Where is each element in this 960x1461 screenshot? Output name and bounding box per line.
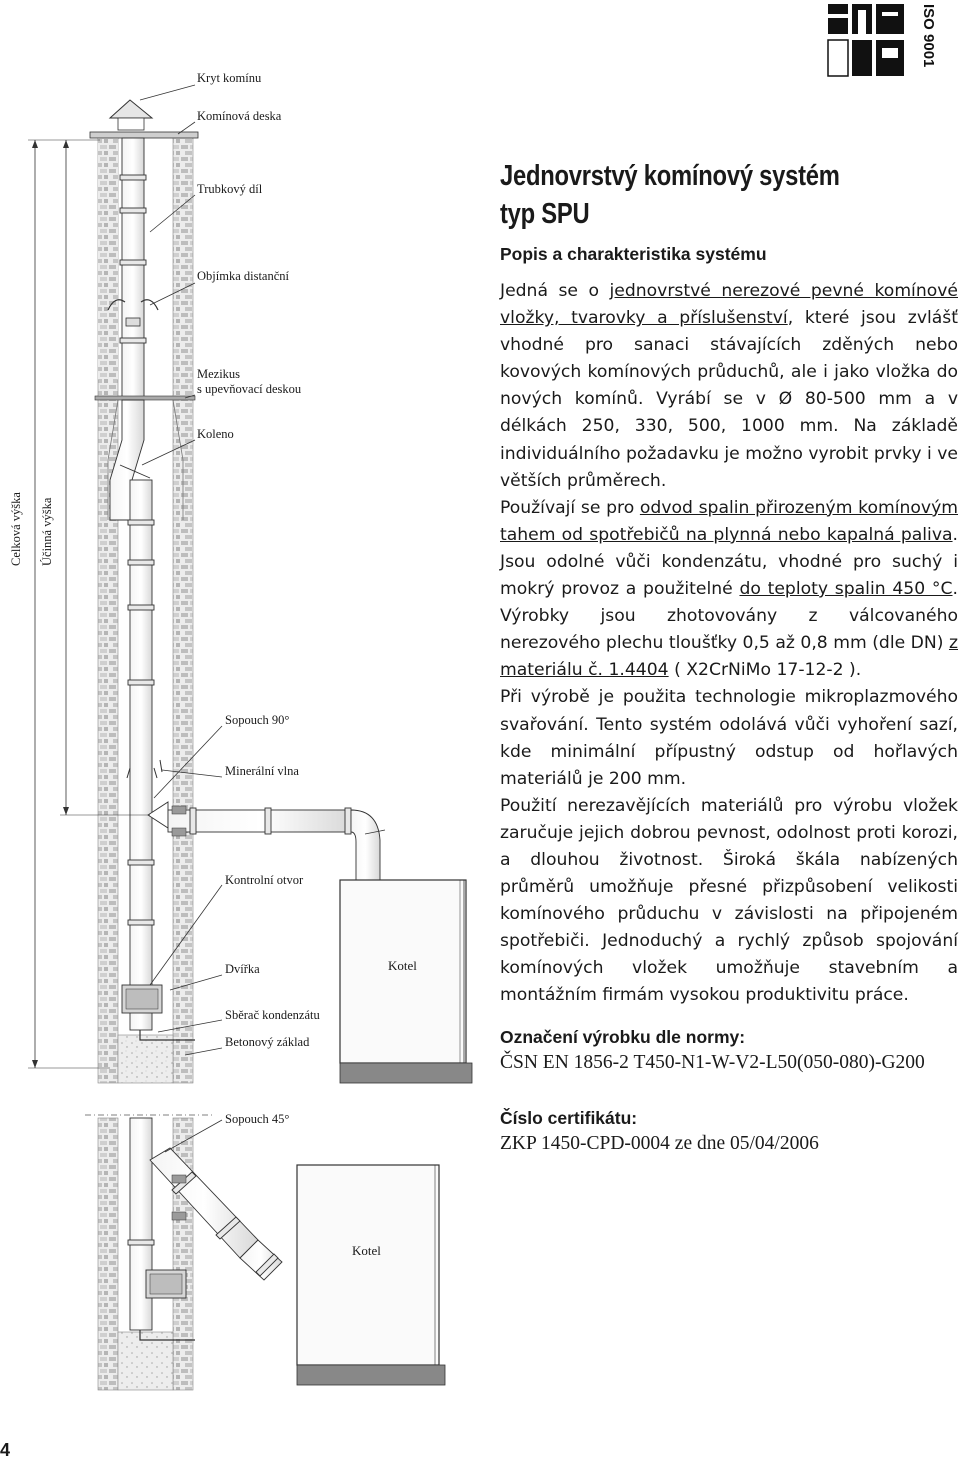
label-trubkovy-dil: Trubkový díl: [197, 182, 263, 196]
page-number: 4: [0, 1440, 11, 1460]
page-subtitle: typ SPU: [500, 198, 590, 230]
paragraph-1: Jedná se o jednovrstvé nerezové pevné komínové vložky, tvarovky a příslušenství, které jsou zvlášť vhodné pro sanaci stávajících zděných nebo kovových komínových průduchů, ale i jako vložka do nových komínů. Vyrábí se v Ø 80-500 mm a v délkách 250, 330, 500, 1000 mm. Na základě individuálního požadavku je možno vyrobit prvky i ve větších průměrech.: [500, 281, 958, 491]
paragraph-2: Používají se pro odvod spalin přirozeným komínovým tahem od spotřebičů na plynná nebo kapalná paliva. Jsou odolné vůči kondenzátu, vhodné pro suchý i mokrý provoz a použitelné do teploty spalin 450 °C. Výrobky jsou zhotovovány z válcovaného nerezového plechu tloušťky 0,5 až 0,8 mm (dle DN) z materiálu č. 1.4404 ( X2CrNiMo 17-12-2 ).: [500, 497, 959, 681]
iso-logo-text: ISO 9001: [920, 4, 937, 68]
label-mezikus: Mezikus: [197, 367, 241, 381]
cert-heading: Číslo certifikátu:: [500, 1108, 638, 1128]
label-sopouch-45: Sopouch 45°: [225, 1112, 290, 1126]
label-kotel-bottom: Kotel: [352, 1243, 381, 1258]
page-title: Jednovrstvý komínový systém: [500, 160, 840, 192]
chimney-diagram-top: [0, 60, 480, 1090]
label-sberac-kondenzatu: Sběrač kondenzátu: [225, 1008, 320, 1022]
label-celkova-vyska: Celková výška: [9, 492, 23, 566]
label-ucinna-vyska: Účinná výška: [40, 497, 54, 566]
label-objimka-distancni: Objímka distanční: [197, 269, 289, 283]
description-text: [500, 278, 958, 1010]
label-betonovy-zaklad: Betonový základ: [225, 1035, 310, 1049]
label-mineralni-vlna: Minerální vlna: [225, 764, 299, 778]
section-heading: Popis a charakteristika systému: [500, 244, 767, 264]
label-kotel-top: Kotel: [388, 958, 417, 973]
norm-heading: Označení výrobku dle normy:: [500, 1027, 746, 1047]
paragraph-3: Při výrobě je použita technologie mikroplazmového svařování. Tento systém odolává vůči vyhoření sazí, kde minimální přípustný odstup od hořlavých materiálů je 200 mm.: [500, 687, 958, 789]
chimney-diagram-bottom: [0, 1100, 480, 1400]
label-mezikus-deska: s upevňovací deskou: [197, 382, 302, 396]
norm-value: ČSN EN 1856-2 T450-N1-W-V2-L50(050-080)-G200: [500, 1052, 925, 1073]
iso-9001-logo: [828, 2, 937, 78]
paragraph-4: Použití nerezavějících materiálů pro výrobu vložek zaručuje jejich dobrou pevnost, odolnost proti korozi, a dlouhou životnost. Široká škála nabízených průměrů umožňuje přesné přizpůsobení velikosti komínového průduchu v závislosti na připojeném spotřebiči. Jednoduchý a rychlý způsob spojování komínových vložek umožňuje stavebním a montážním firmám vysokou produktivitu práce.: [500, 795, 958, 1006]
label-kontrolni-otvor: Kontrolní otvor: [225, 873, 304, 887]
label-kryt-kominu: Kryt komínu: [197, 71, 262, 85]
label-kominova-deska: Komínová deska: [197, 109, 282, 123]
label-koleno: Koleno: [197, 427, 234, 441]
label-sopouch-90: Sopouch 90°: [225, 713, 290, 727]
cert-value: ZKP 1450-CPD-0004 ze dne 05/04/2006: [500, 1133, 819, 1154]
label-dvirka: Dvířka: [225, 962, 260, 976]
